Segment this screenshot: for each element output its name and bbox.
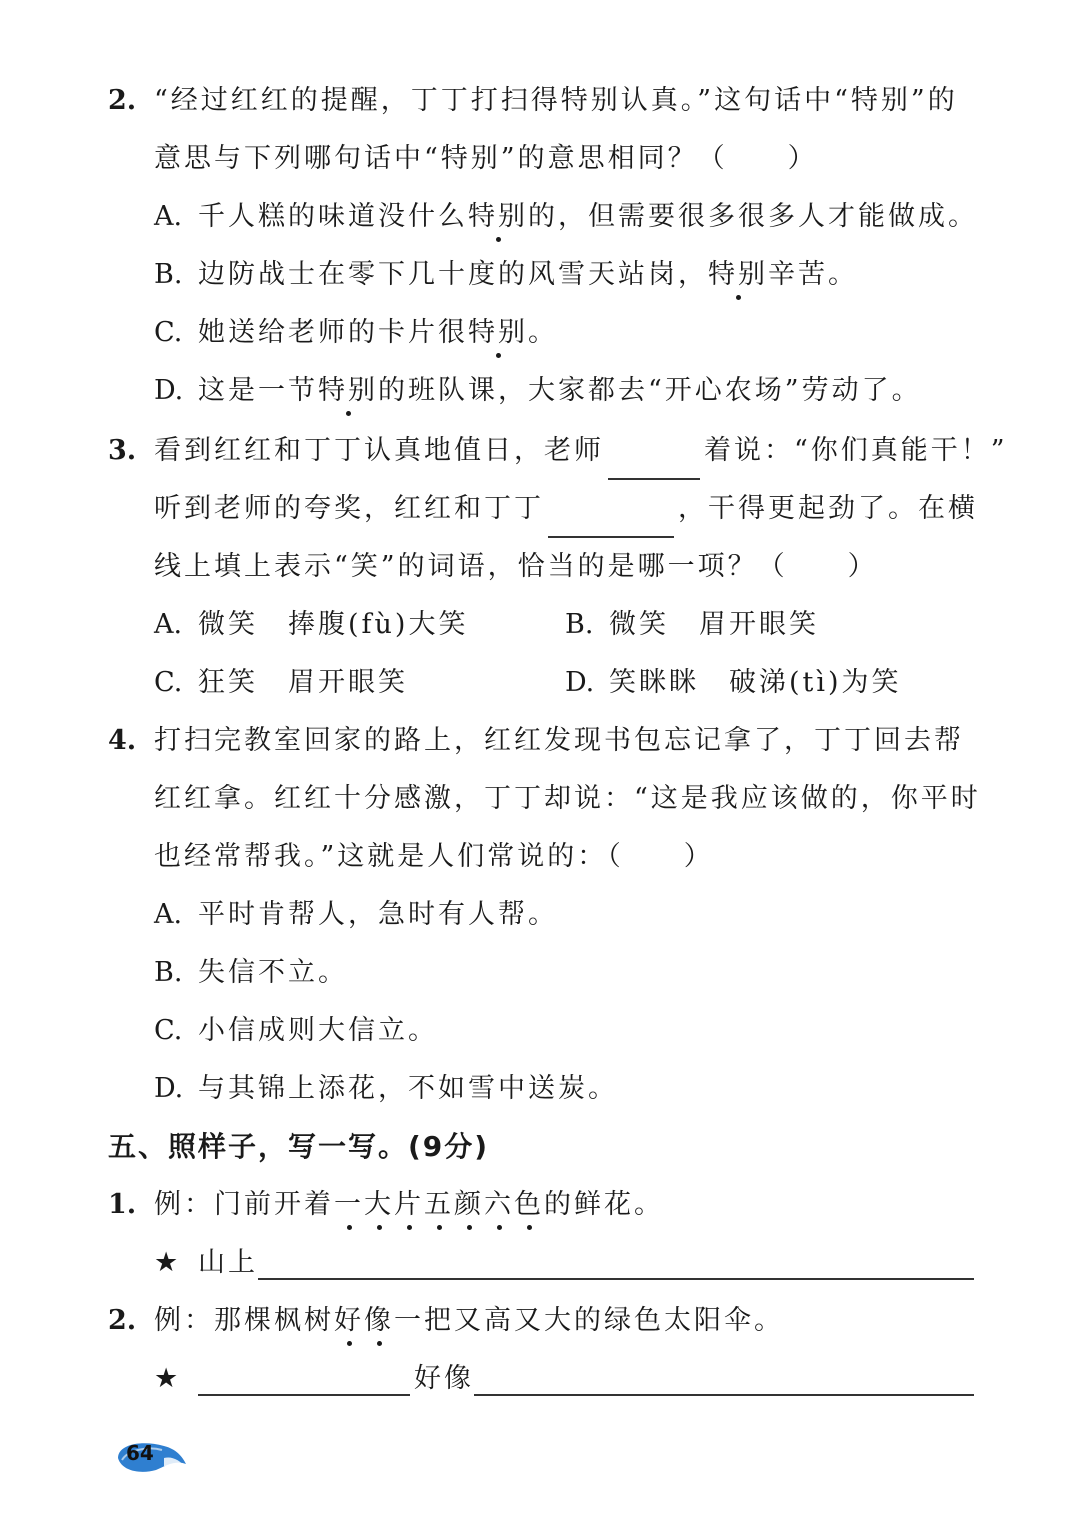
ex1-prompt: 山上 <box>198 1247 258 1278</box>
option-label: A. <box>154 609 183 640</box>
fill-blank-2[interactable] <box>548 496 674 538</box>
option-label: D. <box>565 667 595 698</box>
option-text: 边防战士在零下几十度的风雪天站岗， <box>198 259 708 290</box>
emphasis-word: 特别 <box>468 188 528 246</box>
option-text: 微笑 捧腹(fù)大笑 <box>198 609 469 640</box>
q2-stem-line2: 意思与下列哪句话中“特别”的意思相同？（ ） <box>154 143 818 174</box>
option-text: 狂笑 眉开眼笑 <box>198 667 408 698</box>
ex1-text: 例：门前开着 <box>154 1189 334 1220</box>
q2-number: 2. <box>108 85 137 116</box>
page-number: 64 <box>126 1441 154 1465</box>
option-label: B. <box>154 957 183 988</box>
option-text: 笑眯眯 破涕(tì)为笑 <box>609 667 902 698</box>
ex2-text: 一把又高又大的绿色太阳伞。 <box>394 1305 784 1336</box>
option-text: 千人糕的味道没什么 <box>198 201 468 232</box>
emphasis-char: 颜 <box>454 1176 484 1234</box>
option-text: 与其锦上添花，不如雪中送炭。 <box>198 1073 618 1104</box>
q3-option-a[interactable] <box>154 596 468 654</box>
emphasis-char: 色 <box>514 1176 544 1234</box>
ex2-answer-line-object[interactable] <box>474 1394 974 1396</box>
section-heading: 五、照样子，写一写。(9分) <box>108 1130 490 1163</box>
q4-text: 也经常帮我。”这就是人们常说的：（ ） <box>154 841 714 872</box>
star-icon: ★ <box>154 1363 179 1394</box>
option-label: B. <box>154 259 183 290</box>
emphasis-char: 片 <box>394 1176 424 1234</box>
option-label: C. <box>154 1015 183 1046</box>
option-label: D. <box>154 375 184 406</box>
q4-text: 打扫完教室回家的路上，红红发现书包忘记拿了，丁丁回去帮 <box>154 725 964 756</box>
q3-text: 线上填上表示“笑”的词语，恰当的是哪一项？（ ） <box>154 551 878 582</box>
q3-text: 看到红红和丁丁认真地值日，老师 <box>154 435 604 466</box>
ex1-emphasis <box>334 1189 544 1220</box>
option-text: 的班队课，大家都去“开心农场”劳动了。 <box>378 375 922 406</box>
q3-option-b[interactable] <box>565 596 819 654</box>
ex2-text: 例：那棵枫树 <box>154 1305 334 1336</box>
ex1-number: 1. <box>108 1189 137 1220</box>
q2-stem-line1: “经过红红的提醒，丁丁打扫得特别认真。”这句话中“特别”的 <box>154 85 958 116</box>
option-text: 。 <box>528 317 558 348</box>
option-text: 微笑 眉开眼笑 <box>609 609 819 640</box>
option-label: B. <box>565 609 594 640</box>
emphasis-char: 五 <box>424 1176 454 1234</box>
q3-text: 着说：“你们真能干！” <box>704 435 1008 466</box>
option-text: 辛苦。 <box>768 259 858 290</box>
option-text: 的，但需要很多很多人才能做成。 <box>528 201 978 232</box>
emphasis-char: 六 <box>484 1176 514 1234</box>
ex1-text: 的鲜花。 <box>544 1189 664 1220</box>
option-text: 平时肯帮人，急时有人帮。 <box>198 899 558 930</box>
q3-option-d[interactable] <box>565 654 902 712</box>
emphasis-word: 特别 <box>468 304 528 362</box>
ex2-mid-word: 好像 <box>414 1363 474 1394</box>
option-text: 这是一节 <box>198 375 318 406</box>
fill-blank-1[interactable] <box>608 438 700 480</box>
q4-number: 4. <box>108 725 137 756</box>
q3-text: 听到老师的夸奖，红红和丁丁 <box>154 493 544 524</box>
emphasis-char: 像 <box>364 1292 394 1350</box>
ex2-number: 2. <box>108 1305 137 1336</box>
option-label: C. <box>154 317 183 348</box>
ex1-answer-line[interactable] <box>258 1278 974 1280</box>
option-text: 失信不立。 <box>198 957 348 988</box>
q3-number: 3. <box>108 435 137 466</box>
emphasis-word: 特别 <box>708 246 768 304</box>
q4-text: 红红拿。红红十分感激，丁丁却说：“这是我应该做的，你平时 <box>154 783 981 814</box>
option-label: A. <box>154 201 183 232</box>
q3-text: ，干得更起劲了。在横 <box>678 493 978 524</box>
ex2-emphasis <box>334 1305 394 1336</box>
emphasis-word: 特别 <box>318 362 378 420</box>
option-text: 她送给老师的卡片很 <box>198 317 468 348</box>
ex2-answer-line-subject[interactable] <box>198 1394 410 1396</box>
emphasis-char: 大 <box>364 1176 394 1234</box>
option-text: 小信成则大信立。 <box>198 1015 438 1046</box>
emphasis-char: 好 <box>334 1292 364 1350</box>
star-icon: ★ <box>154 1247 179 1278</box>
emphasis-char: 一 <box>334 1176 364 1234</box>
option-label: C. <box>154 667 183 698</box>
q3-option-c[interactable] <box>154 654 408 712</box>
option-label: A. <box>154 899 183 930</box>
option-label: D. <box>154 1073 184 1104</box>
